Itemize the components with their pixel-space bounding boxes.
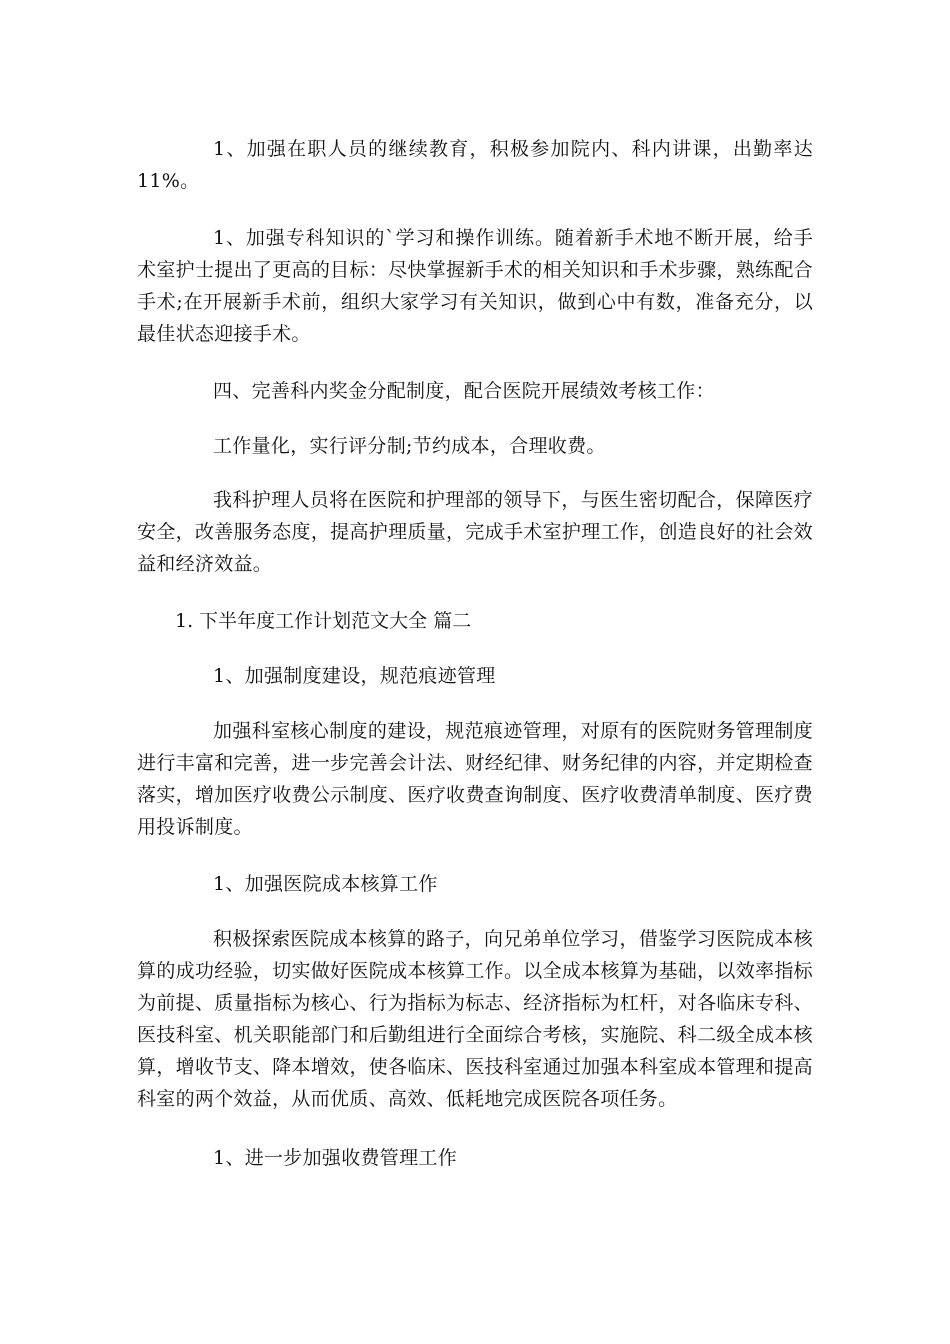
paragraph-system-building-body: 加强科室核心制度的建设，规范痕迹管理，对原有的医院财务管理制度进行丰富和完善，进一步完善会计法、财经纪律、财务纪律的内容，并定期检查落实，增加医疗收费公示制度、医疗收费查询制度、医疗收费清单制度、医疗费用投诉制度。 (137, 720, 813, 838)
section-heading-part-two: 1. 下半年度工作计划范文大全 篇二 (175, 610, 472, 632)
paragraph-cost-accounting-body: 积极探索医院成本核算的路子，向兄弟单位学习，借鉴学习医院成本核算的成功经验，切实做好医院成本核算工作。以全成本核算为基础，以效率指标为前提、质量指标为核心、行为指标为标志、经济指标为杠杆，对各临床专科、医技科室、机关职能部门和后勤组进行全面综合考核，实施院、科二级全成本核算，增收节支、降本增效，使各临床、医技科室通过加强本科室成本管理和提高科室的两个效益，从而优质、高效、低耗地完成医院各项任务。 (137, 928, 813, 1110)
paragraph-bonus-system: 四、完善科内奖金分配制度，配合医院开展绩效考核工作： (213, 380, 715, 402)
paragraph-nursing-summary: 我科护理人员将在医院和护理部的领导下，与医生密切配合，保障医疗安全，改善服务态度，提高护理质量，完成手术室护理工作，创造良好的社会效益和经济效益。 (137, 489, 813, 575)
paragraph-workload-quantify: 工作量化，实行评分制;节约成本，合理收费。 (213, 435, 606, 457)
paragraph-specialty-training: 1、加强专科知识的`学习和操作训练。随着新手术地不断开展，给手术室护士提出了更高的目标：尽快掌握新手术的相关知识和手术步骤，熟练配合手术;在开展新手术前，组织大家学习有关知识，做到心中有数，准备充分，以最佳状态迎接手术。 (137, 227, 813, 345)
paragraph-cost-accounting-title: 1、加强医院成本核算工作 (213, 873, 438, 895)
paragraph-fee-management-title: 1、进一步加强收费管理工作 (213, 1147, 457, 1169)
paragraph-continuing-education: 1、加强在职人员的继续教育，积极参加院内、科内讲课，出勤率达11%。 (137, 138, 813, 192)
paragraph-system-building-title: 1、加强制度建设，规范痕迹管理 (213, 665, 496, 687)
